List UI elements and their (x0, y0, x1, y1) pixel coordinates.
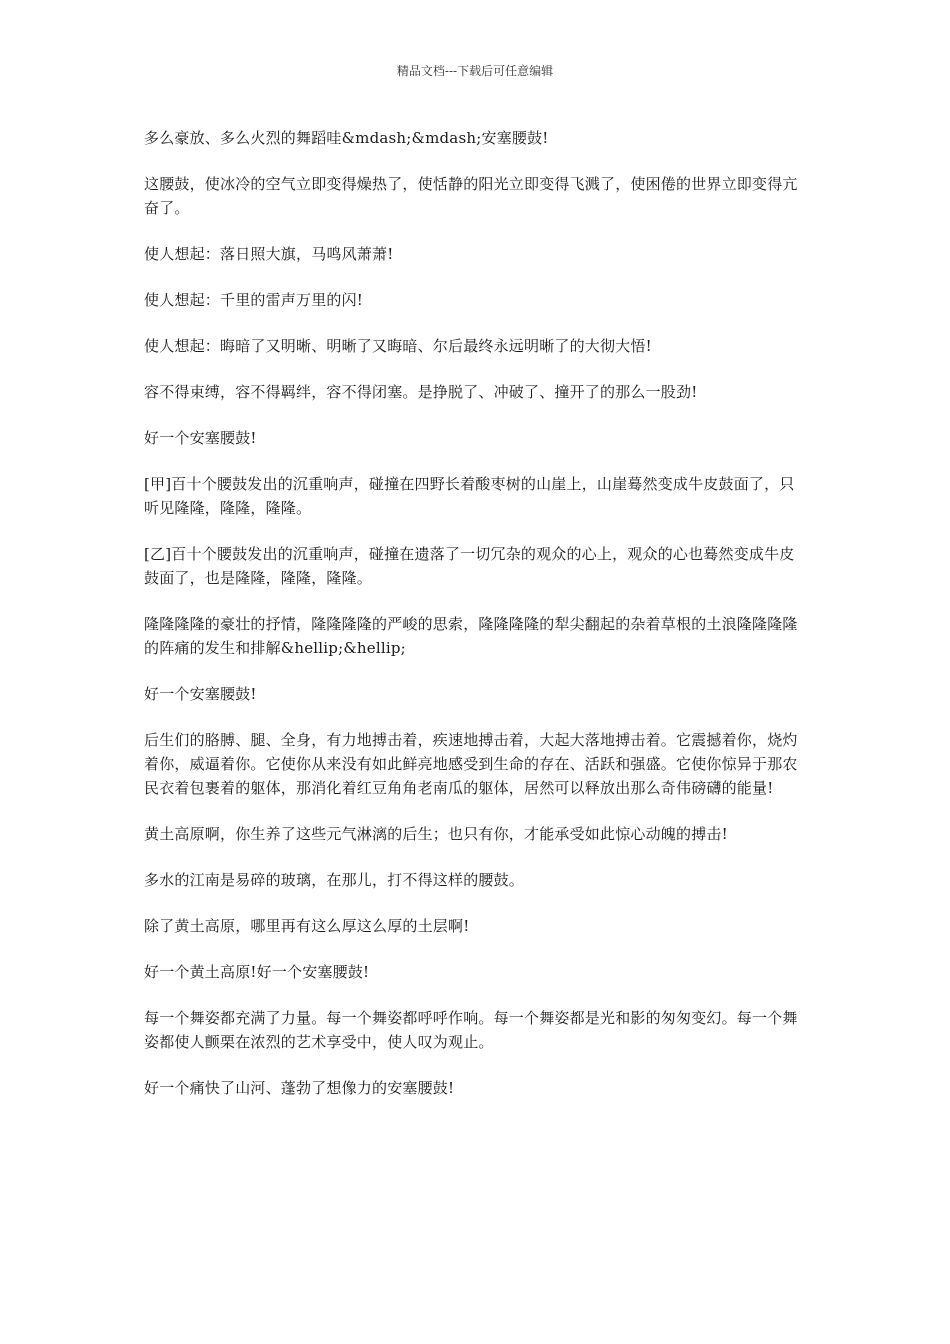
paragraph: 除了黄土高原，哪里再有这么厚这么厚的土层啊! (144, 917, 470, 935)
paragraph: 每一个舞姿都充满了力量。每一个舞姿都呼呼作响。每一个舞姿都是光和影的匆匆变幻。每一个舞姿都使人颤栗在浓烈的艺术享受中，使人叹为观止。 (144, 1009, 798, 1051)
paragraph: 多水的江南是易碎的玻璃，在那儿，打不得这样的腰鼓。 (144, 871, 525, 889)
paragraph: 后生们的胳膊、腿、全身，有力地搏击着，疾速地搏击着，大起大落地搏击着。它震撼着你，烧灼着你，威逼着你。它使你从来没有如此鲜亮地感受到生命的存在、活跃和强盛。它使你惊异于那农民衣着包裹着的躯体，那消化着红豆角角老南瓜的躯体，居然可以释放出那么奇伟磅礴的能量! (144, 731, 798, 797)
article-body (144, 126, 806, 1122)
paragraph: 好一个安塞腰鼓! (144, 685, 257, 703)
paragraph: 使人想起：落日照大旗，马鸣风萧萧! (144, 245, 394, 263)
paragraph: 好一个安塞腰鼓! (144, 429, 257, 447)
paragraph: 使人想起：千里的雷声万里的闪! (144, 291, 364, 309)
paragraph: 好一个黄土高原!好一个安塞腰鼓! (144, 963, 370, 981)
page-header: 精品文档---下载后可任意编辑 (396, 64, 554, 78)
paragraph: 好一个痛快了山河、蓬勃了想像力的安塞腰鼓! (144, 1079, 455, 1097)
paragraph: 多么豪放、多么火烈的舞蹈哇&mdash;&mdash;安塞腰鼓! (144, 129, 549, 147)
paragraph: [乙]百十个腰鼓发出的沉重响声，碰撞在遗落了一切冗杂的观众的心上，观众的心也蓦然变成牛皮鼓面了，也是隆隆，隆隆，隆隆。 (144, 545, 795, 587)
paragraph: 隆隆隆隆的豪壮的抒情，隆隆隆隆的严峻的思索，隆隆隆隆的犁尖翻起的杂着草根的土浪隆隆隆隆的阵痛的发生和排解&hellip;&hellip; (144, 615, 798, 657)
paragraph: 黄土高原啊，你生养了这些元气淋漓的后生；也只有你，才能承受如此惊心动魄的搏击! (144, 825, 728, 843)
paragraph: 容不得束缚，容不得羁绊，容不得闭塞。是挣脱了、冲破了、撞开了的那么一股劲! (144, 383, 698, 401)
paragraph: 这腰鼓，使冰冷的空气立即变得燥热了，使恬静的阳光立即变得飞溅了，使困倦的世界立即变得亢奋了。 (144, 175, 798, 217)
paragraph: [甲]百十个腰鼓发出的沉重响声，碰撞在四野长着酸枣树的山崖上，山崖蓦然变成牛皮鼓面了，只听见隆隆，隆隆，隆隆。 (144, 475, 795, 517)
paragraph: 使人想起：晦暗了又明晰、明晰了又晦暗、尔后最终永远明晰了的大彻大悟! (144, 337, 652, 355)
